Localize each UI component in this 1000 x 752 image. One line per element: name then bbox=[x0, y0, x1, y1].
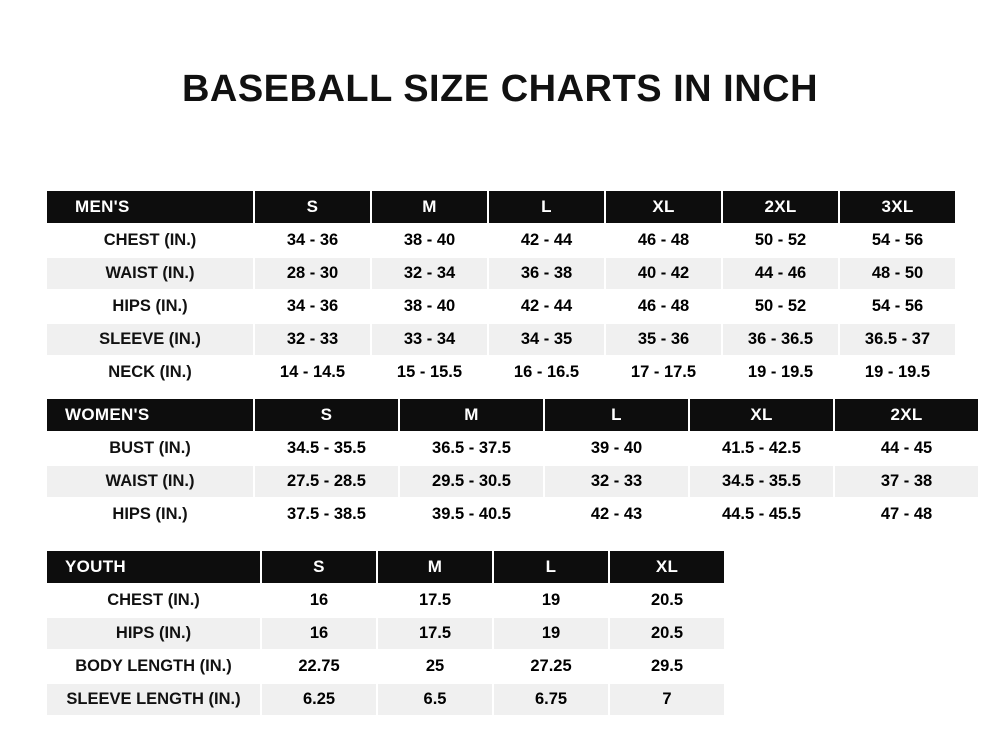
table-cell: 16 - 16.5 bbox=[488, 356, 605, 389]
table-cell: 48 - 50 bbox=[839, 257, 956, 290]
table-row bbox=[46, 432, 979, 465]
table-cell: 16 bbox=[261, 617, 377, 650]
column-header-l: L bbox=[544, 398, 689, 432]
table-cell: 32 - 33 bbox=[254, 323, 371, 356]
table-cell: 22.75 bbox=[261, 650, 377, 683]
table-cell: 17 - 17.5 bbox=[605, 356, 722, 389]
mens-size-table-wrapper bbox=[45, 189, 957, 390]
table-cell: 7 bbox=[609, 683, 725, 716]
youth-size-table bbox=[45, 549, 726, 717]
table-row bbox=[46, 356, 956, 389]
table-cell: 17.5 bbox=[377, 617, 493, 650]
table-cell: 33 - 34 bbox=[371, 323, 488, 356]
row-label: WAIST (IN.) bbox=[46, 257, 254, 290]
column-header-m: M bbox=[377, 550, 493, 584]
table-cell: 37.5 - 38.5 bbox=[254, 498, 399, 531]
table-cell: 46 - 48 bbox=[605, 224, 722, 257]
row-label: CHEST (IN.) bbox=[46, 224, 254, 257]
table-cell: 6.25 bbox=[261, 683, 377, 716]
table-cell: 41.5 - 42.5 bbox=[689, 432, 834, 465]
column-header-2xl: 2XL bbox=[834, 398, 979, 432]
table-cell: 6.5 bbox=[377, 683, 493, 716]
row-label: WAIST (IN.) bbox=[46, 465, 254, 498]
table-cell: 29.5 bbox=[609, 650, 725, 683]
table-cell: 50 - 52 bbox=[722, 224, 839, 257]
column-header-s: S bbox=[254, 398, 399, 432]
table-cell: 36.5 - 37.5 bbox=[399, 432, 544, 465]
page-title: BASEBALL SIZE CHARTS IN INCH bbox=[181, 68, 819, 110]
table-cell: 44 - 45 bbox=[834, 432, 979, 465]
table-cell: 19 - 19.5 bbox=[839, 356, 956, 389]
youth-size-table-wrapper bbox=[45, 549, 726, 717]
table-cell: 38 - 40 bbox=[371, 224, 488, 257]
row-label: HIPS (IN.) bbox=[46, 498, 254, 531]
column-header-3xl: 3XL bbox=[839, 190, 956, 224]
table-row bbox=[46, 617, 725, 650]
table-cell: 29.5 - 30.5 bbox=[399, 465, 544, 498]
table-cell: 16 bbox=[261, 584, 377, 617]
table-cell: 42 - 44 bbox=[488, 224, 605, 257]
column-header-l: L bbox=[493, 550, 609, 584]
mens-size-table bbox=[45, 189, 957, 390]
row-label: CHEST (IN.) bbox=[46, 584, 261, 617]
column-header-xl: XL bbox=[609, 550, 725, 584]
table-cell: 27.5 - 28.5 bbox=[254, 465, 399, 498]
table-cell: 19 - 19.5 bbox=[722, 356, 839, 389]
table-cell: 34 - 35 bbox=[488, 323, 605, 356]
table-cell: 14 - 14.5 bbox=[254, 356, 371, 389]
row-label: SLEEVE (IN.) bbox=[46, 323, 254, 356]
table-cell: 37 - 38 bbox=[834, 465, 979, 498]
table-row bbox=[46, 257, 956, 290]
table-cell: 47 - 48 bbox=[834, 498, 979, 531]
table-cell: 39 - 40 bbox=[544, 432, 689, 465]
table-cell: 34 - 36 bbox=[254, 290, 371, 323]
table-cell: 35 - 36 bbox=[605, 323, 722, 356]
table-cell: 20.5 bbox=[609, 617, 725, 650]
row-label: SLEEVE LENGTH (IN.) bbox=[46, 683, 261, 716]
table-cell: 38 - 40 bbox=[371, 290, 488, 323]
column-header-m: M bbox=[371, 190, 488, 224]
table-row bbox=[46, 683, 725, 716]
table-cell: 40 - 42 bbox=[605, 257, 722, 290]
table-cell: 44 - 46 bbox=[722, 257, 839, 290]
table-cell: 39.5 - 40.5 bbox=[399, 498, 544, 531]
table-cell: 36.5 - 37 bbox=[839, 323, 956, 356]
table-cell: 20.5 bbox=[609, 584, 725, 617]
column-header-s: S bbox=[261, 550, 377, 584]
table-row bbox=[46, 224, 956, 257]
table-row bbox=[46, 584, 725, 617]
womens-size-table-wrapper bbox=[45, 397, 980, 532]
table-cell: 54 - 56 bbox=[839, 290, 956, 323]
womens-size-table bbox=[45, 397, 980, 532]
table-cell: 36 - 38 bbox=[488, 257, 605, 290]
table-cell: 42 - 44 bbox=[488, 290, 605, 323]
table-cell: 44.5 - 45.5 bbox=[689, 498, 834, 531]
table-cell: 42 - 43 bbox=[544, 498, 689, 531]
table-cell: 32 - 33 bbox=[544, 465, 689, 498]
table-cell: 34.5 - 35.5 bbox=[254, 432, 399, 465]
table-cell: 28 - 30 bbox=[254, 257, 371, 290]
table-row bbox=[46, 498, 979, 531]
column-header-l: L bbox=[488, 190, 605, 224]
table-cell: 46 - 48 bbox=[605, 290, 722, 323]
table-cell: 34.5 - 35.5 bbox=[689, 465, 834, 498]
row-label: HIPS (IN.) bbox=[46, 617, 261, 650]
table-cell: 34 - 36 bbox=[254, 224, 371, 257]
table-row bbox=[46, 290, 956, 323]
table-cell: 25 bbox=[377, 650, 493, 683]
column-header-category: WOMEN'S bbox=[46, 398, 254, 432]
row-label: NECK (IN.) bbox=[46, 356, 254, 389]
table-cell: 50 - 52 bbox=[722, 290, 839, 323]
table-header-row bbox=[46, 398, 979, 432]
table-row bbox=[46, 323, 956, 356]
table-cell: 15 - 15.5 bbox=[371, 356, 488, 389]
table-cell: 54 - 56 bbox=[839, 224, 956, 257]
table-cell: 32 - 34 bbox=[371, 257, 488, 290]
row-label: BUST (IN.) bbox=[46, 432, 254, 465]
table-row bbox=[46, 650, 725, 683]
column-header-m: M bbox=[399, 398, 544, 432]
table-header-row bbox=[46, 190, 956, 224]
column-header-xl: XL bbox=[689, 398, 834, 432]
column-header-category: MEN'S bbox=[46, 190, 254, 224]
table-cell: 6.75 bbox=[493, 683, 609, 716]
row-label: BODY LENGTH (IN.) bbox=[46, 650, 261, 683]
column-header-s: S bbox=[254, 190, 371, 224]
column-header-category: YOUTH bbox=[46, 550, 261, 584]
table-header-row bbox=[46, 550, 725, 584]
table-cell: 27.25 bbox=[493, 650, 609, 683]
table-row bbox=[46, 465, 979, 498]
row-label: HIPS (IN.) bbox=[46, 290, 254, 323]
table-cell: 17.5 bbox=[377, 584, 493, 617]
column-header-2xl: 2XL bbox=[722, 190, 839, 224]
table-cell: 36 - 36.5 bbox=[722, 323, 839, 356]
column-header-xl: XL bbox=[605, 190, 722, 224]
table-cell: 19 bbox=[493, 617, 609, 650]
table-cell: 19 bbox=[493, 584, 609, 617]
